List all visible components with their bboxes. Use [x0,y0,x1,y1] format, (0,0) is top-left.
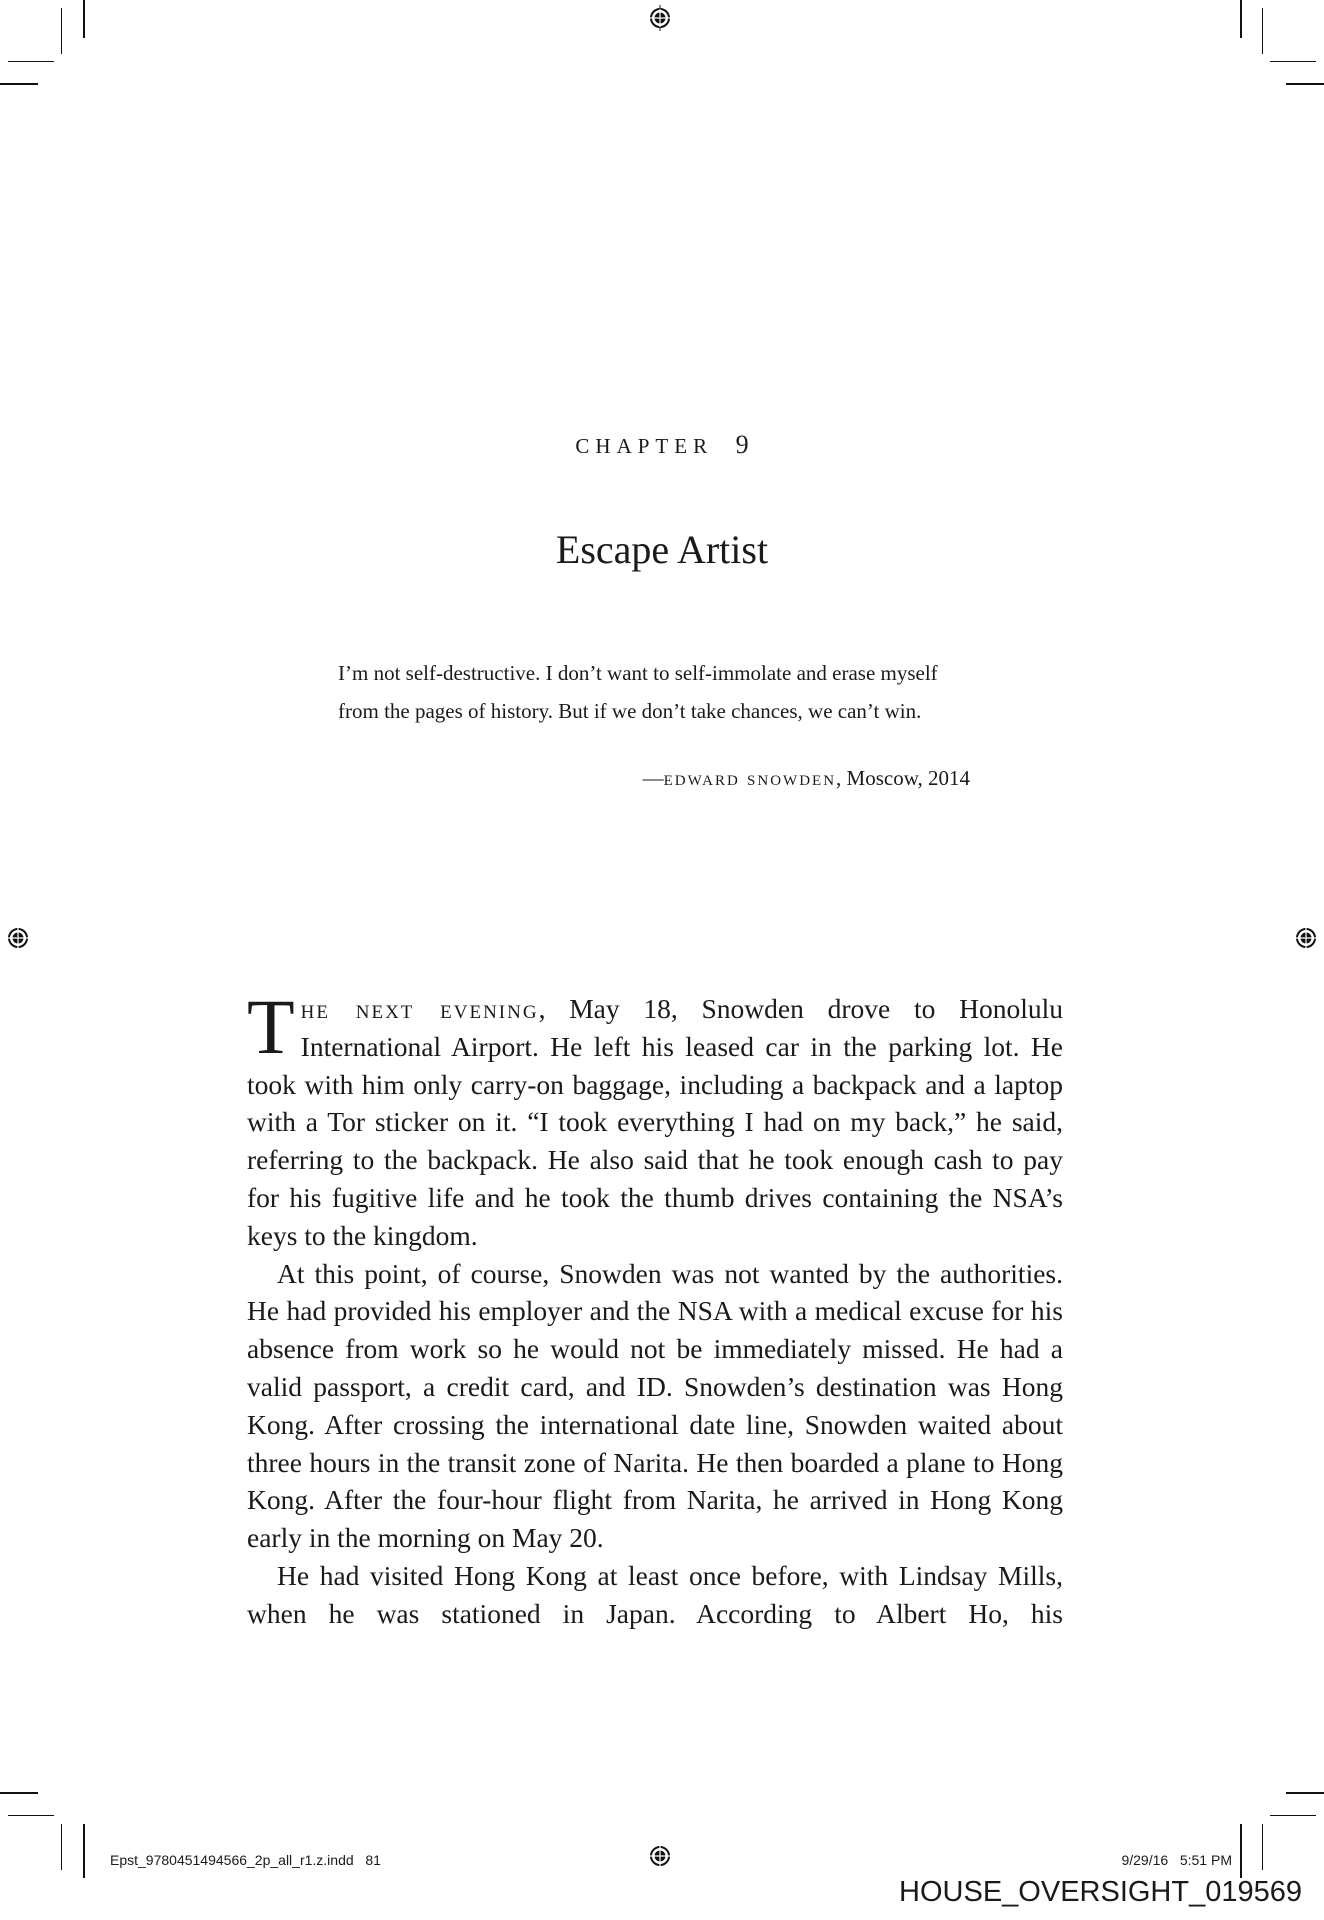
crop-mark [8,61,54,62]
bates-number: HOUSE_OVERSIGHT_019569 [899,1876,1302,1908]
crop-mark [1286,1792,1324,1794]
attribution-place-year: , Moscow, 2014 [836,766,970,790]
paragraph-text: , May 18, Snowden drove to Honolulu International Airport. He left his leased car in the parking lot. He took with him only carry-on baggage, including a backpack and a laptop with a Tor sticker on it. “I took everything I had on my back,” he said, referring to the backpack. He also said that he took enough cash to pay for his fugitive life and he took the thumb drives containing the NSA’s keys to the kingdom. [247,993,1064,1251]
crop-mark [8,1815,54,1816]
crop-mark [61,1824,62,1870]
crop-mark [1270,61,1316,62]
registration-mark-icon [647,5,673,31]
crop-mark [1262,8,1263,54]
registration-mark-icon [1293,925,1319,951]
crop-mark [1240,1824,1242,1878]
chapter-number: 9 [735,430,749,459]
lead-in: he next evening [300,993,539,1024]
attribution-author: edward snowden [663,766,837,790]
crop-mark [1240,0,1242,38]
registration-mark-icon [647,1843,673,1869]
registration-mark-icon [5,925,31,951]
epigraph-text: I’m not self-destructive. I don’t want to self-immolate and erase myself from the pages of history. But if we don’t take chances, we can’t win. [338,661,938,723]
crop-mark [0,83,38,85]
chapter-word: CHAPTER [575,434,714,458]
crop-mark [1270,1815,1316,1816]
crop-mark [61,8,62,54]
chapter-label [0,430,1324,460]
epigraph-attribution [338,766,970,791]
crop-mark [1286,83,1324,85]
crop-mark [83,0,85,38]
crop-mark [83,1824,85,1878]
crop-mark [1262,1824,1263,1870]
attribution-dash: — [642,766,664,790]
paragraph: He had visited Hong Kong at least once before, with Lindsay Mills, when he was stationed in Japan. According to Albert Ho, his [247,1559,1063,1629]
drop-cap: T [247,983,295,1070]
file-slug: Epst_9780451494566_2p_all_r1.z.indd 81 [110,1852,381,1868]
body-text [247,983,1064,1633]
paragraph: At this point, of course, Snowden was not wanted by the authorities. He had provided his employer and the NSA with a medical excuse for his absence from work so he would not be immediately missed. He had a valid passport, a credit card, and ID. Snowden’s destination was Hong Kong. After crossing the international date line, Snowden waited about three hours in the transit zone of Narita. He then boarded a plane to Hong Kong. After the four-hour flight from Narita, he arrived in Hong Kong early in the morning on May 20. [247,1257,1063,1554]
print-timestamp: 9/29/16 5:51 PM [1121,1852,1232,1868]
chapter-title: Escape Artist [555,527,769,572]
crop-mark [0,1792,38,1794]
paragraph [247,983,1064,1255]
